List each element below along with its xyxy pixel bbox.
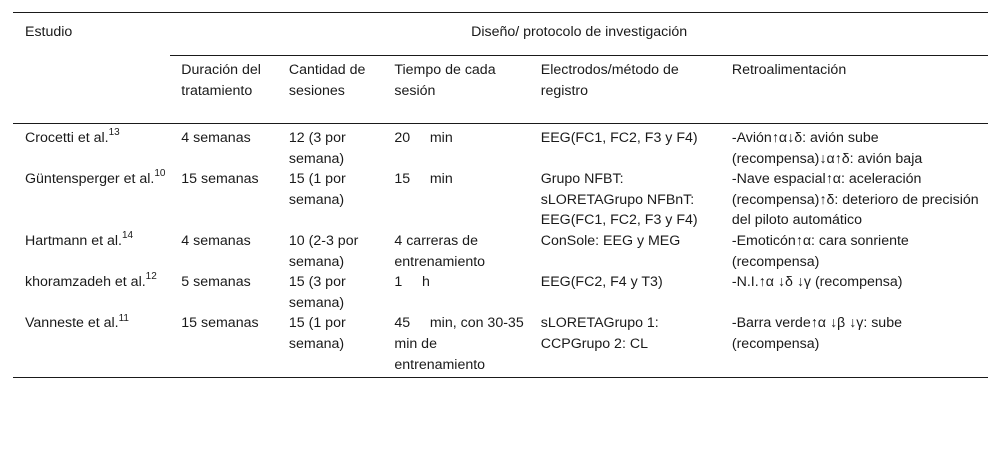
study-name: Crocetti et al. bbox=[25, 130, 109, 146]
session-time-text: 45 min, con 30-35 min de entrenamiento bbox=[394, 315, 544, 373]
feedback-cell: -Avión↑α↓δ: avión sube (recompensa)↓α↑δ: avión baja bbox=[731, 130, 923, 167]
feedback-cell: -Emoticón↑α: cara sonriente (recompensa) bbox=[731, 232, 909, 270]
reference-number: 11 bbox=[118, 312, 129, 324]
header-study: Estudio bbox=[25, 24, 73, 40]
session-time-cell: 4 carreras de entrenamiento bbox=[394, 232, 486, 270]
duration-cell: 15 semanas bbox=[181, 171, 259, 188]
study-cell bbox=[13, 169, 170, 231]
electrodes-cell: EEG(FC1, FC2, F3 y F4) bbox=[540, 130, 698, 146]
study-name: Hartmann et al. bbox=[25, 232, 122, 249]
feedback-cell: -N.I.↑α ↓δ ↓γ (recompensa) bbox=[731, 274, 903, 291]
table-row bbox=[13, 169, 988, 231]
session-time-cell: 20 min bbox=[394, 130, 453, 146]
sessions-cell: 15 (3 por semana) bbox=[288, 274, 346, 311]
study-name: khoramzadeh et al. bbox=[25, 274, 146, 291]
reference-number: 12 bbox=[145, 271, 157, 283]
header-electrodes: Electrodos/método de registro bbox=[540, 62, 679, 99]
study-name: Vanneste et al. bbox=[25, 315, 119, 332]
session-time-cell: 15 min bbox=[394, 171, 453, 188]
duration-cell: 15 semanas bbox=[181, 315, 259, 332]
table-row bbox=[13, 231, 988, 272]
header-design-group: Diseño/ protocolo de investigación bbox=[170, 13, 988, 56]
electrodes-cell: ConSole: EEG y MEG bbox=[540, 232, 681, 249]
electrodes-cell: EEG(FC2, F4 y T3) bbox=[540, 274, 663, 291]
header-row-columns bbox=[13, 56, 988, 124]
electrodes-cell: Grupo NFBT: sLORETAGrupo NFBnT: EEG(FC1, FC2, F3 y F4) bbox=[540, 171, 698, 229]
study-cell bbox=[13, 124, 170, 170]
header-feedback: Retroalimentación bbox=[731, 62, 847, 78]
reference-number: 13 bbox=[108, 127, 120, 139]
study-name: Güntensperger et al. bbox=[25, 171, 155, 188]
electrodes-cell: sLORETAGrupo 1: CCPGrupo 2: CL bbox=[540, 315, 659, 352]
header-sessions: Cantidad de sesiones bbox=[288, 62, 366, 99]
duration-cell: 4 semanas bbox=[181, 232, 251, 249]
header-session-time: Tiempo de cada sesión bbox=[394, 62, 496, 99]
duration-cell: 4 semanas bbox=[181, 130, 251, 146]
table-row bbox=[13, 313, 988, 377]
sessions-cell: 10 (2-3 por semana) bbox=[288, 232, 359, 270]
header-row-top bbox=[13, 13, 988, 56]
study-cell bbox=[13, 272, 170, 313]
sessions-cell: 15 (1 por semana) bbox=[288, 171, 346, 208]
feedback-cell: -Nave espacial↑α: aceleración (recompensa)↑δ: deterioro de precisión del piloto automático bbox=[731, 171, 979, 229]
reference-number: 14 bbox=[122, 230, 134, 242]
feedback-cell: -Barra verde↑α ↓β ↓γ: sube (recompensa) bbox=[731, 315, 902, 352]
reference-number: 10 bbox=[154, 168, 166, 180]
sessions-cell: 15 (1 por semana) bbox=[288, 315, 346, 352]
study-cell bbox=[13, 231, 170, 272]
sessions-cell: 12 (3 por semana) bbox=[288, 130, 346, 167]
session-time-cell bbox=[383, 313, 544, 377]
study-cell bbox=[13, 313, 170, 377]
duration-cell: 5 semanas bbox=[181, 274, 251, 291]
header-duration: Duración del tratamiento bbox=[181, 62, 261, 99]
header-empty bbox=[13, 56, 170, 124]
research-design-table bbox=[13, 12, 988, 378]
table-row bbox=[13, 124, 988, 170]
session-time-cell: 1 h bbox=[394, 274, 430, 291]
table-row bbox=[13, 272, 988, 313]
